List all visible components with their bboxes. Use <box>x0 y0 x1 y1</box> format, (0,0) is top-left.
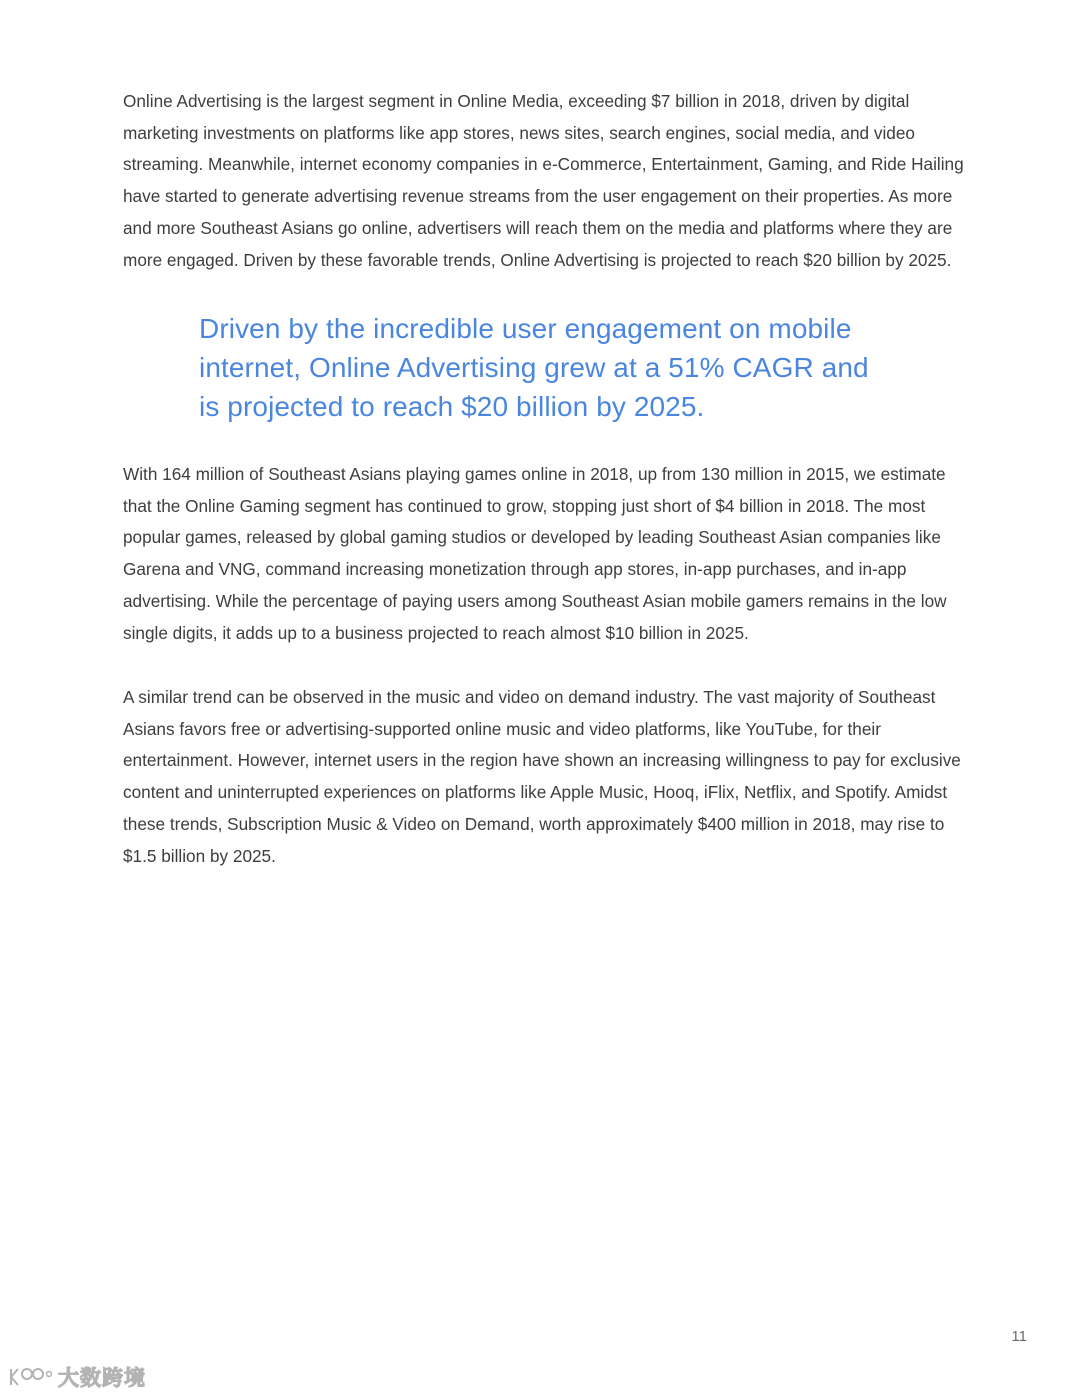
watermark-text: 大数跨境 <box>58 1366 146 1390</box>
paragraph-online-advertising: Online Advertising is the largest segment in Online Media, exceeding $7 billion in 2018, driven by digital marketing investments on platforms like app stores, news sites, search engines, social media, and video streaming. Meanwhile, internet economy companies in e-Commerce, Entertainment, Gaming, and Ride Hailing have started to generate advertising revenue streams from the user engagement on their properties. As more and more Southeast Asians go online, advertisers will reach them on the media and platforms where they are more engaged. Driven by these favorable trends, Online Advertising is projected to reach $20 billion by 2025. <box>123 91 964 270</box>
pull-quote-line-3: is projected to reach $20 billion by 2025. <box>199 391 705 422</box>
pull-quote <box>199 309 899 426</box>
pull-quote-line-1: Driven by the incredible user engagement on mobile <box>199 313 852 344</box>
paragraph-music-video: A similar trend can be observed in the music and video on demand industry. The vast majority of Southeast Asians favors free or advertising-supported online music and video platforms, like YouTube, for their entertainment. However, internet users in the region have shown an increasing willingness to pay for exclusive content and uninterrupted experiences on platforms like Apple Music, Hooq, iFlix, Netflix, and Spotify. Amidst these trends, Subscription Music & Video on Demand, worth approximately $400 million in 2018, may rise to $1.5 billion by 2025. <box>123 687 961 866</box>
watermark <box>8 1362 146 1392</box>
paragraph-online-gaming: With 164 million of Southeast Asians playing games online in 2018, up from 130 million in 2015, we estimate that the Online Gaming segment has continued to grow, stopping just short of $4 billion in 2018. The most popular games, released by global gaming studios or developed by leading Southeast Asian companies like Garena and VNG, command increasing monetization through app stores, in-app purchases, and in-app advertising. While the percentage of paying users among Southeast Asian mobile gamers remains in the low single digits, it adds up to a business projected to reach almost $10 billion in 2025. <box>123 464 947 643</box>
pull-quote-line-2: internet, Online Advertising grew at a 51% CAGR and <box>199 352 869 383</box>
brand-logo-icon <box>8 1365 52 1389</box>
page-number: 11 <box>1011 1328 1027 1345</box>
